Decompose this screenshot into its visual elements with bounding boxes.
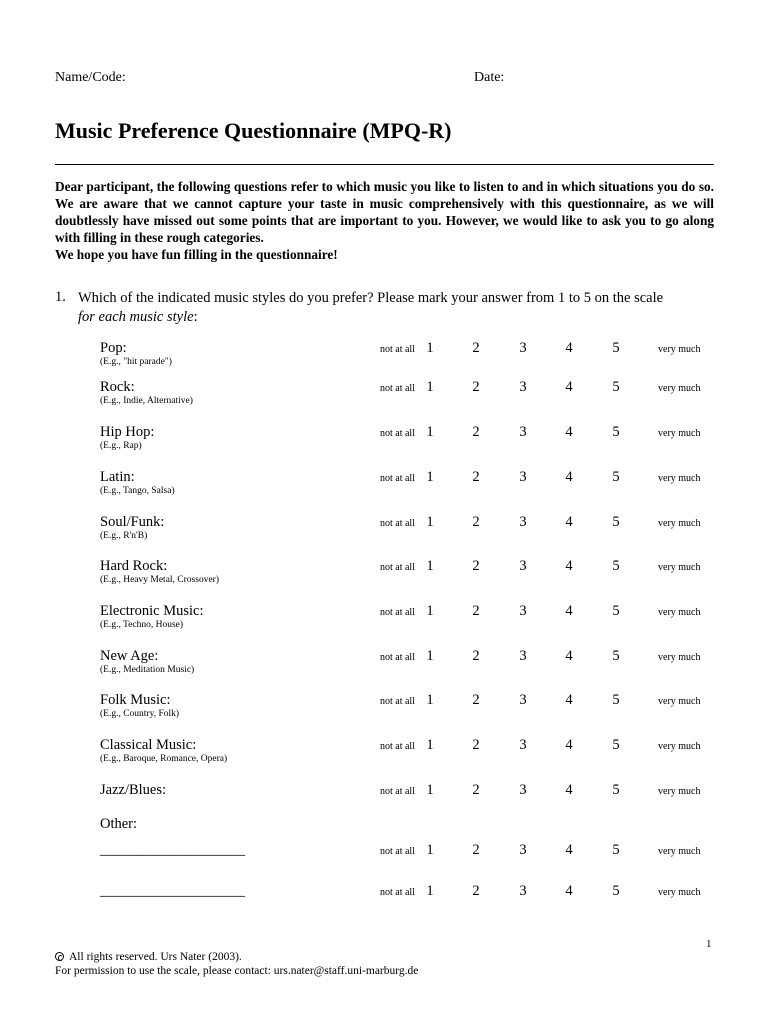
music-style-row [0, 469, 768, 505]
scale-option-3[interactable]: 3 [519, 842, 527, 858]
scale-low-anchor: not at all [380, 652, 415, 663]
music-style-name[interactable]: ____________________ [100, 883, 245, 899]
scale-low-anchor: not at all [380, 344, 415, 355]
music-style-row [0, 514, 768, 550]
scale-option-5[interactable]: 5 [612, 379, 620, 395]
music-style-name: Pop: [100, 340, 127, 356]
scale-high-anchor: very much [658, 607, 701, 618]
music-style-example: (E.g., Country, Folk) [100, 709, 180, 719]
music-style-name: Soul/Funk: [100, 514, 165, 530]
music-style-row [0, 692, 768, 728]
scale-option-5[interactable]: 5 [612, 603, 620, 619]
scale-option-5[interactable]: 5 [612, 514, 620, 530]
intro-closing: We hope you have fun filling in the questionnaire! [55, 247, 338, 262]
music-style-row [0, 379, 768, 415]
music-style-example: (E.g., Tango, Salsa) [100, 486, 175, 496]
scale-option-1[interactable]: 1 [426, 514, 434, 530]
scale-high-anchor: very much [658, 428, 701, 439]
scale-option-2[interactable]: 2 [472, 379, 480, 395]
music-style-row [0, 558, 768, 594]
scale-option-1[interactable]: 1 [426, 469, 434, 485]
scale-low-anchor: not at all [380, 741, 415, 752]
scale-option-3[interactable]: 3 [519, 782, 527, 798]
music-style-example: (E.g., "hit parade") [100, 357, 172, 367]
scale-option-1[interactable]: 1 [426, 648, 434, 664]
scale-option-1[interactable]: 1 [426, 737, 434, 753]
scale-option-3[interactable]: 3 [519, 469, 527, 485]
question-main-text: Which of the indicated music styles do you prefer? Please mark your answer from 1 to 5 on the scale [78, 290, 664, 306]
music-style-row [0, 648, 768, 684]
music-style-example: (E.g., Techno, House) [100, 620, 184, 630]
scale-option-4[interactable]: 4 [565, 340, 573, 356]
scale-option-2[interactable]: 2 [472, 340, 480, 356]
music-style-row [0, 842, 768, 878]
music-style-row [0, 883, 768, 919]
scale-low-anchor: not at all [380, 607, 415, 618]
scale-option-5[interactable]: 5 [612, 648, 620, 664]
music-style-name: Latin: [100, 469, 135, 485]
intro-text [55, 178, 714, 263]
scale-high-anchor: very much [658, 518, 701, 529]
music-style-name: New Age: [100, 648, 159, 664]
scale-option-2[interactable]: 2 [472, 737, 480, 753]
scale-option-1[interactable]: 1 [426, 424, 434, 440]
scale-high-anchor: very much [658, 562, 701, 573]
copyright-text: All rights reserved. Urs Nater (2003). [69, 951, 242, 963]
music-style-row [0, 340, 768, 376]
scale-option-1[interactable]: 1 [426, 603, 434, 619]
scale-option-2[interactable]: 2 [472, 514, 480, 530]
scale-high-anchor: very much [658, 383, 701, 394]
question-colon: : [193, 309, 198, 325]
scale-option-2[interactable]: 2 [472, 469, 480, 485]
scale-option-1[interactable]: 1 [426, 340, 434, 356]
scale-option-3[interactable]: 3 [519, 558, 527, 574]
scale-high-anchor: very much [658, 344, 701, 355]
scale-low-anchor: not at all [380, 846, 415, 857]
music-style-name: Electronic Music: [100, 603, 204, 619]
scale-option-4[interactable]: 4 [565, 424, 573, 440]
scale-option-1[interactable]: 1 [426, 883, 434, 899]
music-style-row [0, 603, 768, 639]
scale-option-4[interactable]: 4 [565, 842, 573, 858]
scale-option-3[interactable]: 3 [519, 737, 527, 753]
scale-option-3[interactable]: 3 [519, 692, 527, 708]
music-style-name: Hard Rock: [100, 558, 168, 574]
scale-option-4[interactable]: 4 [565, 737, 573, 753]
scale-option-4[interactable]: 4 [565, 782, 573, 798]
music-style-name: Rock: [100, 379, 135, 395]
scale-high-anchor: very much [658, 741, 701, 752]
music-style-example: (E.g., Meditation Music) [100, 665, 195, 675]
scale-high-anchor: very much [658, 887, 701, 898]
scale-option-2[interactable]: 2 [472, 558, 480, 574]
scale-option-1[interactable]: 1 [426, 379, 434, 395]
scale-option-3[interactable]: 3 [519, 340, 527, 356]
scale-option-2[interactable]: 2 [472, 692, 480, 708]
scale-option-4[interactable]: 4 [565, 469, 573, 485]
date-label: Date: [474, 70, 505, 85]
scale-option-2[interactable]: 2 [472, 883, 480, 899]
scale-option-3[interactable]: 3 [519, 379, 527, 395]
scale-option-3[interactable]: 3 [519, 883, 527, 899]
music-style-name: Folk Music: [100, 692, 171, 708]
scale-option-5[interactable]: 5 [612, 883, 620, 899]
scale-high-anchor: very much [658, 473, 701, 484]
scale-low-anchor: not at all [380, 786, 415, 797]
page-number: 1 [706, 938, 712, 950]
scale-option-5[interactable]: 5 [612, 737, 620, 753]
scale-high-anchor: very much [658, 786, 701, 797]
music-style-name: Jazz/Blues: [100, 782, 167, 798]
music-style-row [0, 424, 768, 460]
scale-option-1[interactable]: 1 [426, 782, 434, 798]
name-code-label: Name/Code: [55, 70, 126, 85]
music-style-row [0, 782, 768, 818]
scale-option-4[interactable]: 4 [565, 648, 573, 664]
scale-option-5[interactable]: 5 [612, 340, 620, 356]
music-style-row [0, 737, 768, 773]
scale-low-anchor: not at all [380, 428, 415, 439]
scale-option-5[interactable]: 5 [612, 782, 620, 798]
scale-high-anchor: very much [658, 696, 701, 707]
question-emphasis: for each music style [78, 309, 194, 325]
scale-option-4[interactable]: 4 [565, 379, 573, 395]
scale-low-anchor: not at all [380, 562, 415, 573]
scale-option-4[interactable]: 4 [565, 883, 573, 899]
scale-high-anchor: very much [658, 846, 701, 857]
scale-high-anchor: very much [658, 652, 701, 663]
scale-option-4[interactable]: 4 [565, 692, 573, 708]
title-divider [55, 164, 714, 165]
scale-option-5[interactable]: 5 [612, 469, 620, 485]
scale-low-anchor: not at all [380, 518, 415, 529]
other-label: Other: [100, 816, 138, 832]
scale-option-3[interactable]: 3 [519, 514, 527, 530]
scale-option-5[interactable]: 5 [612, 424, 620, 440]
music-style-example: (E.g., R'n'B) [100, 531, 148, 541]
scale-option-2[interactable]: 2 [472, 842, 480, 858]
music-style-example: (E.g., Rap) [100, 441, 142, 451]
scale-option-2[interactable]: 2 [472, 782, 480, 798]
music-style-example: (E.g., Heavy Metal, Crossover) [100, 575, 219, 585]
intro-paragraph: Dear participant, the following questions refer to which music you like to listen to and in which situations you do so. We are aware that we cannot capture your taste in music comprehensively with this questionnaire, as we will doubtlessly have missed out some points that are important to you. However, we would like to ask you to go along with filling in these rough categories. [55, 179, 714, 245]
scale-option-5[interactable]: 5 [612, 842, 620, 858]
copyright-icon [55, 952, 64, 961]
scale-option-3[interactable]: 3 [519, 603, 527, 619]
scale-option-4[interactable]: 4 [565, 603, 573, 619]
scale-option-5[interactable]: 5 [612, 558, 620, 574]
scale-low-anchor: not at all [380, 473, 415, 484]
scale-low-anchor: not at all [380, 383, 415, 394]
scale-option-1[interactable]: 1 [426, 692, 434, 708]
scale-option-5[interactable]: 5 [612, 692, 620, 708]
music-style-name[interactable]: ____________________ [100, 842, 245, 858]
music-style-name: Classical Music: [100, 737, 197, 753]
scale-option-3[interactable]: 3 [519, 648, 527, 664]
scale-option-2[interactable]: 2 [472, 648, 480, 664]
question-text [78, 289, 718, 327]
scale-option-1[interactable]: 1 [426, 558, 434, 574]
music-style-example: (E.g., Baroque, Romance, Opera) [100, 754, 228, 764]
music-style-name: Hip Hop: [100, 424, 155, 440]
scale-option-2[interactable]: 2 [472, 424, 480, 440]
scale-option-4[interactable]: 4 [565, 558, 573, 574]
scale-option-3[interactable]: 3 [519, 424, 527, 440]
scale-low-anchor: not at all [380, 887, 415, 898]
scale-low-anchor: not at all [380, 696, 415, 707]
scale-option-2[interactable]: 2 [472, 603, 480, 619]
copyright-line [55, 951, 418, 965]
permission-line: For permission to use the scale, please contact: urs.nater@staff.uni-marburg.de [55, 964, 419, 977]
scale-option-4[interactable]: 4 [565, 514, 573, 530]
footer [55, 951, 418, 978]
question-number: 1. [55, 289, 66, 305]
music-style-example: (E.g., Indie, Alternative) [100, 396, 193, 406]
page-title: Music Preference Questionnaire (MPQ-R) [55, 118, 452, 143]
scale-option-1[interactable]: 1 [426, 842, 434, 858]
